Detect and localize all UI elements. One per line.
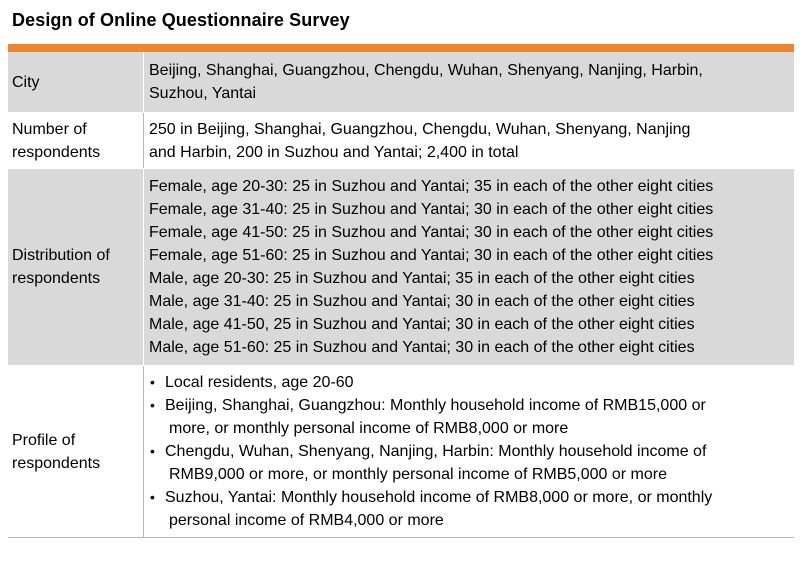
- table-row-number-of-respondents: [8, 112, 794, 168]
- row-label-text: Profile of: [12, 431, 76, 449]
- bullet-icon: •: [150, 489, 155, 505]
- row-label-text: City: [12, 73, 40, 91]
- accent-bar: [8, 44, 794, 52]
- bullet-text-line: Chengdu, Wuhan, Shenyang, Nanjing, Harbin: Monthly household income of: [165, 443, 707, 460]
- value-line: Female, age 51-60: 25 in Suzhou and Yantai; 30 in each of the other eight cities: [149, 247, 714, 264]
- list-item: [149, 394, 788, 440]
- value-line: Female, age 41-50: 25 in Suzhou and Yantai; 30 in each of the other eight cities: [149, 224, 714, 241]
- row-value-profile-of-respondents: [144, 366, 794, 537]
- row-label-number-of-respondents: [8, 113, 144, 168]
- row-label-text: respondents: [12, 143, 101, 161]
- table-row-city: [8, 52, 794, 112]
- list-item: [149, 486, 788, 532]
- page-title: Design of Online Questionnaire Survey: [12, 10, 350, 30]
- row-value-city: [144, 52, 794, 112]
- row-value-number-of-respondents: [144, 113, 794, 168]
- profile-bullet-list: [149, 371, 788, 532]
- bullet-icon: •: [150, 374, 155, 390]
- bullet-icon: •: [150, 397, 155, 413]
- bullet-text-line: personal income of RMB4,000 or more: [169, 512, 444, 529]
- row-label-profile-of-respondents: [8, 366, 144, 537]
- value-line: Suzhou, Yantai: [149, 85, 257, 102]
- value-line: and Harbin, 200 in Suzhou and Yantai; 2,400 in total: [149, 143, 519, 161]
- row-label-text: Distribution of: [12, 247, 110, 264]
- value-line: Beijing, Shanghai, Guangzhou, Chengdu, Wuhan, Shenyang, Nanjing, Harbin,: [149, 62, 703, 79]
- list-item: [149, 440, 788, 486]
- value-line: Male, age 20-30: 25 in Suzhou and Yantai; 35 in each of the other eight cities: [149, 270, 695, 287]
- row-label-text: respondents: [12, 270, 101, 287]
- value-line: Female, age 31-40: 25 in Suzhou and Yantai; 30 in each of the other eight cities: [149, 201, 714, 218]
- list-item: [149, 371, 788, 394]
- value-line: 250 in Beijing, Shanghai, Guangzhou, Chengdu, Wuhan, Shenyang, Nanjing: [149, 120, 691, 138]
- bullet-icon: •: [150, 443, 155, 459]
- row-label-distribution-of-respondents: [8, 169, 144, 365]
- value-line: Female, age 20-30: 25 in Suzhou and Yantai; 35 in each of the other eight cities: [149, 178, 714, 195]
- row-label-city: [8, 52, 144, 112]
- bullet-text-line: more, or monthly personal income of RMB8,000 or more: [169, 420, 569, 437]
- row-label-text: respondents: [12, 454, 101, 472]
- bullet-text-line: Suzhou, Yantai: Monthly household income of RMB8,000 or more, or monthly: [165, 489, 713, 506]
- survey-design-table: [8, 52, 794, 538]
- row-label-text: Number of: [12, 120, 87, 138]
- row-value-distribution-of-respondents: [144, 169, 794, 365]
- table-row-distribution-of-respondents: [8, 168, 794, 365]
- value-line: Male, age 51-60: 25 in Suzhou and Yantai; 30 in each of the other eight cities: [149, 339, 695, 356]
- table-row-profile-of-respondents: [8, 365, 794, 537]
- bullet-text-line: Local residents, age 20-60: [165, 374, 354, 391]
- value-line: Male, age 41-50, 25 in Suzhou and Yantai; 30 in each of the other eight cities: [149, 316, 695, 333]
- bullet-text-line: Beijing, Shanghai, Guangzhou: Monthly household income of RMB15,000 or: [165, 397, 706, 414]
- bullet-text-line: RMB9,000 or more, or monthly personal income of RMB5,000 or more: [169, 466, 667, 483]
- value-line: Male, age 31-40: 25 in Suzhou and Yantai; 30 in each of the other eight cities: [149, 293, 695, 310]
